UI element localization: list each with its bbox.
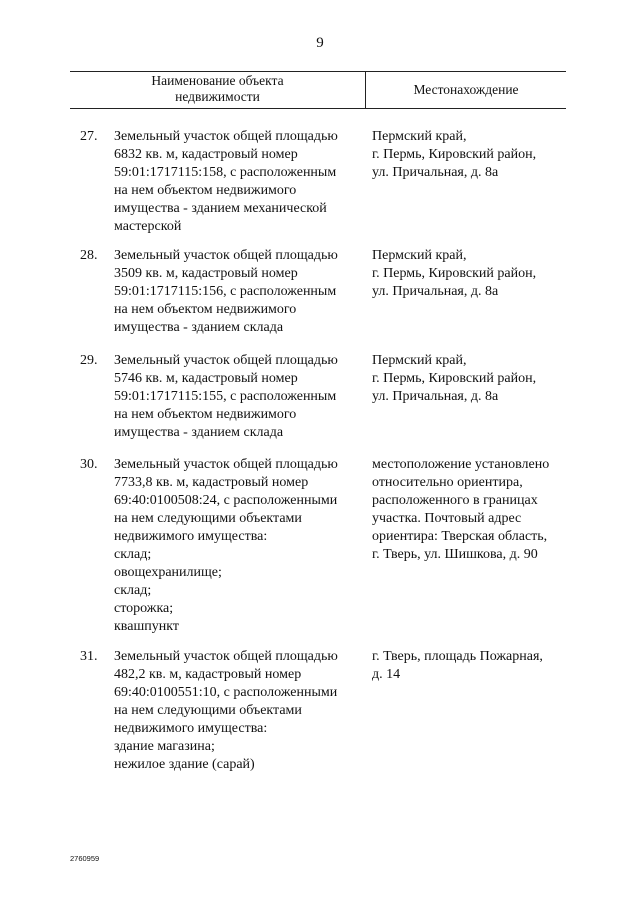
location-line: ул. Причальная, д. 8а bbox=[372, 165, 499, 180]
description-line: сторожка; bbox=[114, 601, 174, 616]
entry-description bbox=[114, 648, 369, 774]
description-line: 59:01:1717115:155, с расположенным bbox=[114, 389, 337, 404]
location-line: Пермский край, bbox=[372, 248, 467, 263]
description-line: нежилое здание (сарай) bbox=[114, 757, 255, 772]
location-line: относительно ориентира, bbox=[372, 475, 523, 490]
entry-number: 27. bbox=[80, 129, 98, 144]
document-code: 2760959 bbox=[70, 854, 100, 863]
description-line: склад; bbox=[114, 547, 152, 562]
description-line: недвижимого имущества: bbox=[114, 529, 268, 544]
column-header-name bbox=[70, 73, 365, 105]
entry-description bbox=[114, 128, 369, 236]
description-line: 7733,8 кв. м, кадастровый номер bbox=[114, 475, 309, 490]
location-line: расположенного в границах bbox=[372, 493, 538, 508]
description-line: на нем следующими объектами bbox=[114, 511, 302, 526]
column-header-location: Местонахождение bbox=[413, 82, 519, 97]
description-line: Земельный участок общей площадью bbox=[114, 248, 338, 263]
description-line: Земельный участок общей площадью bbox=[114, 457, 338, 472]
description-line: здание магазина; bbox=[114, 739, 215, 754]
description-line: 3509 кв. м, кадастровый номер bbox=[114, 266, 298, 281]
description-line: Земельный участок общей площадью bbox=[114, 129, 338, 144]
description-line: Земельный участок общей площадью bbox=[114, 353, 338, 368]
entry-number: 31. bbox=[80, 649, 98, 664]
location-line: ориентира: Тверская область, bbox=[372, 529, 548, 544]
description-line: недвижимого имущества: bbox=[114, 721, 268, 736]
entry-location bbox=[372, 456, 572, 564]
column-header-name-line-2: недвижимости bbox=[175, 89, 260, 104]
description-line: Земельный участок общей площадью bbox=[114, 649, 338, 664]
entry-description bbox=[114, 456, 369, 636]
location-line: участка. Почтовый адрес bbox=[372, 511, 522, 526]
entry-number: 30. bbox=[80, 457, 98, 472]
location-line: г. Тверь, площадь Пожарная, bbox=[372, 649, 543, 664]
description-line: 5746 кв. м, кадастровый номер bbox=[114, 371, 298, 386]
entry-location bbox=[372, 352, 572, 406]
description-line: на нем объектом недвижимого bbox=[114, 183, 297, 198]
description-line: 59:01:1717115:156, с расположенным bbox=[114, 284, 337, 299]
location-line: ул. Причальная, д. 8а bbox=[372, 389, 499, 404]
description-line: 59:01:1717115:158, с расположенным bbox=[114, 165, 337, 180]
description-line: имущества - зданием склада bbox=[114, 425, 284, 440]
location-line: г. Тверь, ул. Шишкова, д. 90 bbox=[372, 547, 538, 562]
description-line: 69:40:0100508:24, с расположенными bbox=[114, 493, 338, 508]
entry-number: 28. bbox=[80, 248, 98, 263]
location-line: местоположение установлено bbox=[372, 457, 550, 472]
entry-description bbox=[114, 247, 369, 337]
location-line: г. Пермь, Кировский район, bbox=[372, 266, 537, 281]
description-line: склад; bbox=[114, 583, 152, 598]
location-line: ул. Причальная, д. 8а bbox=[372, 284, 499, 299]
entry-description bbox=[114, 352, 369, 442]
table-header bbox=[70, 71, 566, 109]
location-line: г. Пермь, Кировский район, bbox=[372, 147, 537, 162]
description-line: мастерской bbox=[114, 219, 182, 234]
page-number: 9 bbox=[316, 35, 324, 51]
location-line: д. 14 bbox=[372, 667, 401, 682]
location-line: Пермский край, bbox=[372, 353, 467, 368]
description-line: на нем объектом недвижимого bbox=[114, 302, 297, 317]
description-line: имущества - зданием механической bbox=[114, 201, 327, 216]
column-header-name-line-1: Наименование объекта bbox=[151, 73, 284, 88]
location-line: г. Пермь, Кировский район, bbox=[372, 371, 537, 386]
description-line: квашпункт bbox=[114, 619, 179, 634]
entry-number: 29. bbox=[80, 353, 98, 368]
entry-location bbox=[372, 648, 572, 684]
description-line: 482,2 кв. м, кадастровый номер bbox=[114, 667, 302, 682]
description-line: имущества - зданием склада bbox=[114, 320, 284, 335]
entry-location bbox=[372, 128, 572, 182]
location-line: Пермский край, bbox=[372, 129, 467, 144]
entry-location bbox=[372, 247, 572, 301]
description-line: на нем следующими объектами bbox=[114, 703, 302, 718]
description-line: овощехранилище; bbox=[114, 565, 222, 580]
description-line: 6832 кв. м, кадастровый номер bbox=[114, 147, 298, 162]
description-line: на нем объектом недвижимого bbox=[114, 407, 297, 422]
description-line: 69:40:0100551:10, с расположенными bbox=[114, 685, 338, 700]
